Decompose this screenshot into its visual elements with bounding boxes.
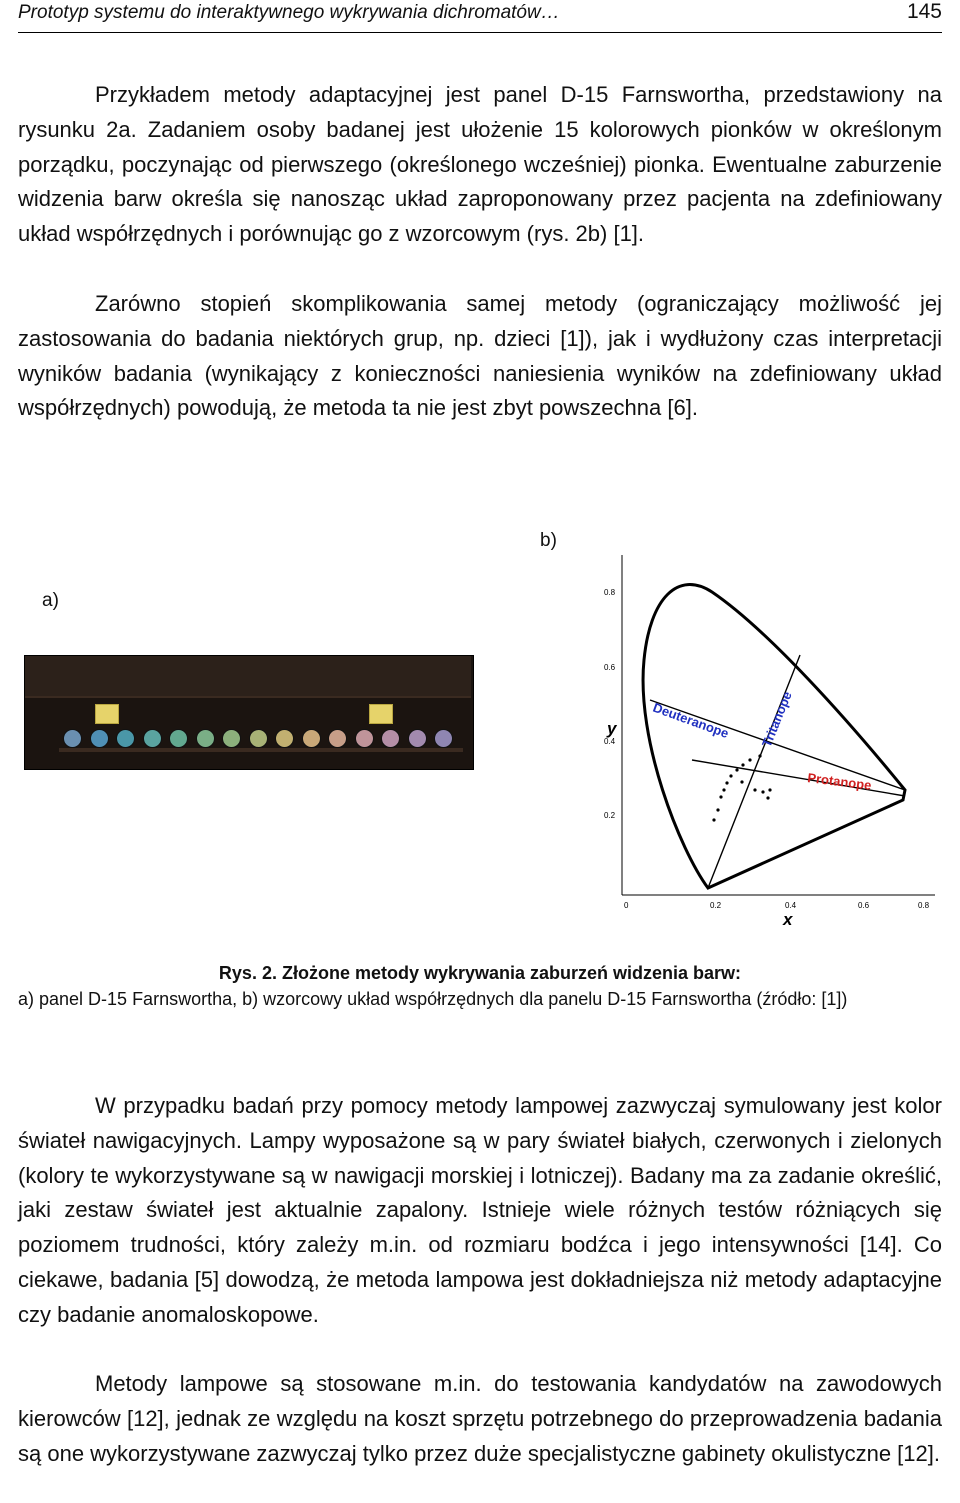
plot-point <box>761 790 764 793</box>
colour-cap <box>302 729 321 748</box>
x-tick-label: 0 <box>624 901 629 910</box>
plot-point <box>758 754 761 757</box>
y-tick-label: 0.8 <box>604 588 616 597</box>
colour-cap <box>90 729 109 748</box>
y-tick-label: 0.6 <box>604 663 616 672</box>
plot-point <box>725 781 728 784</box>
panel-lid <box>25 656 471 698</box>
panel-rod <box>59 748 463 752</box>
y-tick-label: 0.2 <box>604 811 616 820</box>
figure-label-b: b) <box>540 530 557 551</box>
colour-cap <box>275 729 294 748</box>
plot-point <box>741 763 744 766</box>
colour-cap <box>143 729 162 748</box>
paragraph-2: Zarówno stopień skomplikowania samej metody (ograniczający możliwość jej zastosowania do badania niektórych grup, np. dzieci [1]), jak i wydłużony czas interpretacji wyników badania (wynikający z konieczności naniesienia wyników na zdefiniowany układ współrzędnych) powodują, że metoda ta nie jest zbyt powszechna [6]. <box>18 291 942 421</box>
plot-point <box>768 788 771 791</box>
plot-point <box>735 768 738 771</box>
plot-point <box>748 758 751 761</box>
paragraph-4: Metody lampowe są stosowane m.in. do testowania kandydatów na zawodowych kierowców [12], jednak ze względu na koszt sprzętu potrzebnego do przeprowadzenia badania są one wykorzystywane zazwyczaj tylko przez duże specjalistyczne gabinety okulistyczne [12]. <box>18 1371 942 1466</box>
header-title: Prototyp systemu do interaktywnego wykrywania dichromatów… <box>18 2 560 23</box>
y-axis-label: y <box>607 719 617 738</box>
caption-title: Rys. 2. Złożone metody wykrywania zaburzeń widzenia barw: <box>218 963 742 983</box>
plot-point <box>766 796 769 799</box>
plot-point <box>716 808 719 811</box>
paragraph-3: W przypadku badań przy pomocy metody lampowej zazwyczaj symulowany jest kolor świateł nawigacyjnych. Lampy wyposażone są w pary świateł białych, czerwonych i zielonych (kolory te wykorzystywane są w nawigacji morskiej i lotniczej). Badany ma za zadanie określić, jaki zestaw świateł jest aktualnie zapalony. Istnieje wiele różnych testów różniących się poziomem trudności, który zależy m.in. od rozmiaru bodźca i jego intensywności [14]. Co ciekawe, badania [5] dowodzą, że metoda lampowa jest dokładniejsza niż metody adaptacyjne czy badanie anomaloskopowe. <box>18 1093 942 1327</box>
d15-panel-photo <box>24 655 474 770</box>
deutan-label: Deuteranope <box>650 699 731 741</box>
plot-point <box>740 780 743 783</box>
colour-cap <box>381 729 400 748</box>
panel-sticker-right <box>369 704 393 724</box>
colour-cap <box>434 729 453 748</box>
paragraph-1: Przykładem metody adaptacyjnej jest panel D-15 Farnswortha, przedstawiony na rysunku 2a. Zadaniem osoby badanej jest ułożenie 15 kolorowych pionków w określonym porządku, poczynając od pierwszego (określonego wcześniej) pionka. Ewentualne zaburzenie widzenia barw określa się nanosząc układ zaproponowany przez pacjenta na zdefiniowany układ współrzędnych i porównując go z wzorcowym (rys. 2b) [1]. <box>18 82 942 247</box>
panel-sticker-left <box>95 704 119 724</box>
x-tick-label: 0.6 <box>858 901 870 910</box>
x-tick-label: 0.2 <box>710 901 722 910</box>
figure-label-a: a) <box>42 590 59 611</box>
colour-cap <box>328 729 347 748</box>
plot-point <box>753 788 756 791</box>
plot-point <box>722 788 725 791</box>
colour-cap <box>116 729 135 748</box>
running-header <box>18 0 942 33</box>
y-tick-label: 0.4 <box>604 737 616 746</box>
plot-point <box>719 795 722 798</box>
colour-cap <box>196 729 215 748</box>
x-tick-label: 0.4 <box>785 901 797 910</box>
plot-point <box>712 818 715 821</box>
page-number: 145 <box>906 0 942 23</box>
colour-cap <box>249 729 268 748</box>
colour-cap <box>408 729 427 748</box>
x-tick-label: 0.8 <box>918 901 930 910</box>
x-axis-label: x <box>783 910 793 929</box>
colour-cap <box>222 729 241 748</box>
figure-caption <box>18 960 942 1012</box>
colour-cap <box>63 729 82 748</box>
plot-point <box>729 774 732 777</box>
cie-chromaticity-diagram <box>600 550 940 930</box>
colour-cap <box>355 729 374 748</box>
colour-cap <box>169 729 188 748</box>
tritan-label: Tritanope <box>758 689 795 750</box>
protan-label: Protanope <box>806 770 873 793</box>
caption-text: a) panel D-15 Farnswortha, b) wzorcowy układ współrzędnych dla panelu D-15 Farnswortha (źródło: [1]) <box>18 989 848 1009</box>
